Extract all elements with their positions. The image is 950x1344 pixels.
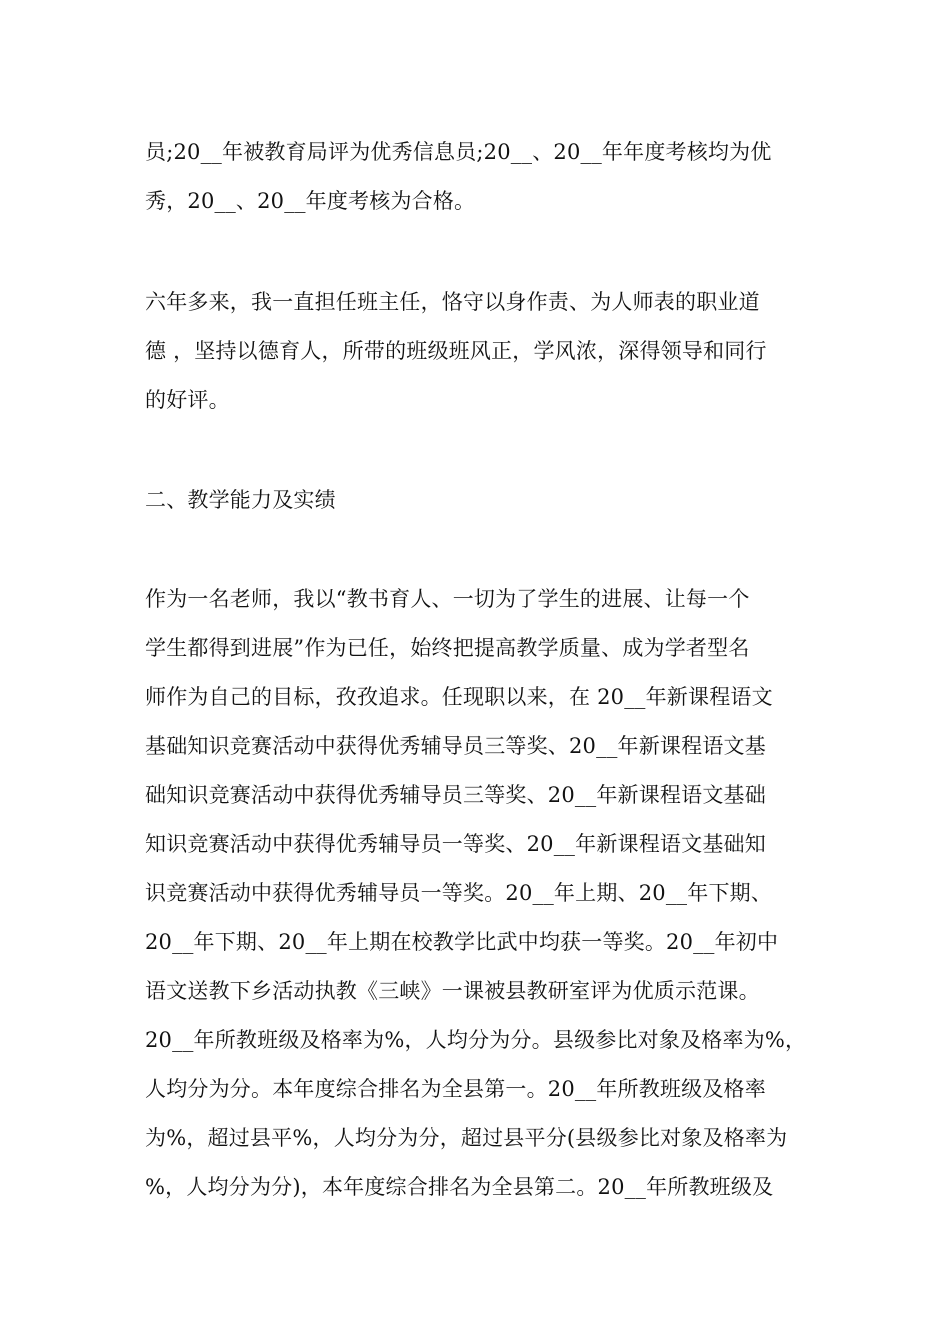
text-line: 20__年下期、20__年上期在校教学比武中均获一等奖。20__年初中 — [145, 930, 779, 954]
text-line: 德 ，坚持以德育人，所带的班级班风正，学风浓，深得领导和同行 — [145, 339, 767, 363]
text-line: 作为一名老师，我以“教书育人、一切为了学生的进展、让每一个 — [145, 587, 750, 611]
text-line: 秀，20__、20__年度考核为合格。 — [145, 189, 476, 213]
section-heading — [145, 476, 825, 525]
text-line: 基础知识竞赛活动中获得优秀辅导员三等奖、20__年新课程语文基 — [145, 734, 766, 758]
heading-text: 二、教学能力及实绩 — [145, 488, 336, 512]
text-line: 础知识竞赛活动中获得优秀辅导员三等奖、20__年新课程语文基础 — [145, 783, 766, 807]
text-line: 学生都得到进展”作为已任，始终把提高教学质量、成为学者型名 — [145, 636, 750, 660]
paragraph-class-teacher — [145, 278, 825, 425]
text-line: 为%，超过县平%，人均分为分，超过县平分(县级参比对象及格率为 — [145, 1126, 788, 1150]
paragraph-honors — [145, 128, 825, 226]
text-line: 师作为自己的目标，孜孜追求。任现职以来，在 20__年新课程语文 — [145, 685, 773, 709]
text-line: 人均分为分。本年度综合排名为全县第一。20__年所教班级及格率 — [145, 1077, 766, 1101]
text-line: 的好评。 — [145, 388, 230, 412]
paragraph-teaching-achievements — [145, 575, 825, 1212]
text-line: 语文送教下乡活动执教《三峡》一课被县教研室评为优质示范课。 — [145, 979, 760, 1003]
text-line: 20__年所教班级及格率为%，人均分为分。县级参比对象及格率为%， — [145, 1028, 807, 1052]
text-line: 识竞赛活动中获得优秀辅导员一等奖。20__年上期、20__年下期、 — [145, 881, 773, 905]
text-line: %，人均分为分)，本年度综合排名为全县第二。20__年所教班级及 — [145, 1175, 774, 1199]
text-line: 六年多来，我一直担任班主任，恪守以身作责、为人师表的职业道 — [145, 290, 760, 314]
text-line: 知识竞赛活动中获得优秀辅导员一等奖、20__年新课程语文基础知 — [145, 832, 766, 856]
text-line: 员;20__年被教育局评为优秀信息员;20__、20__年年度考核均为优 — [145, 140, 772, 164]
